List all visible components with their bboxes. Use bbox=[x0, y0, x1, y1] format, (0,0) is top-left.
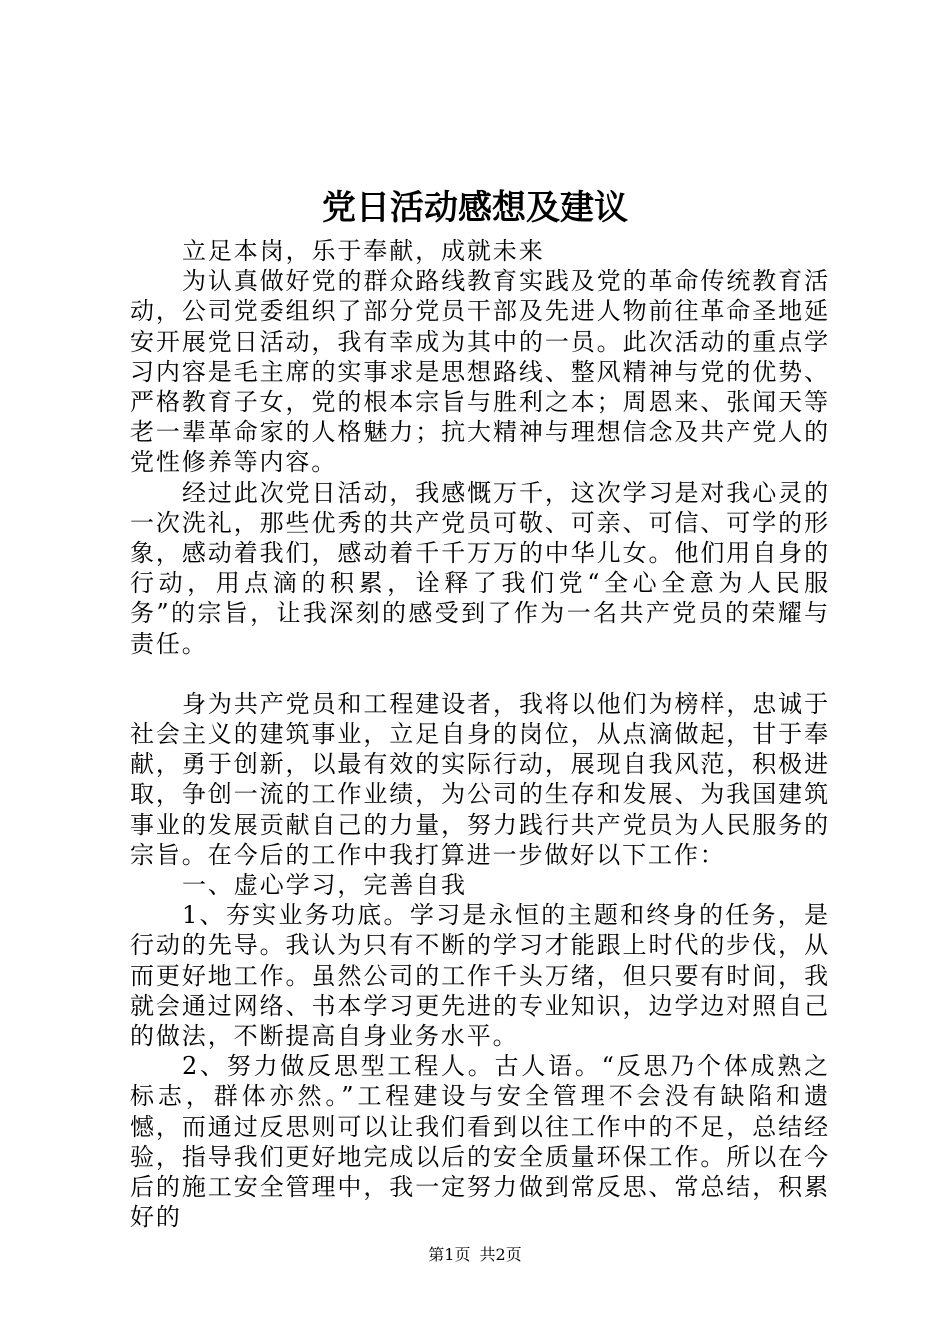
page-number: 第1页 bbox=[428, 1245, 471, 1264]
paragraph: 为认真做好党的群众路线教育实践及党的革命传统教育活动，公司党委组织了部分党员干部及先进人物前往革命圣地延安开展党日活动，我有幸成为其中的一员。此次活动的重点学习内容是毛主席的实事求是思想路线、整风精神与党的优势、严格教育子女，党的根本宗旨与胜利之本；周恩来、张闻天等老一辈革命家的人格魅力；抗大精神与理想信念及共产党人的党性修养等内容。 bbox=[130, 267, 830, 477]
paragraph: 2、努力做反思型工程人。古人语。“反思乃个体成熟之标志，群体亦然。”工程建设与安全管理不会没有缺陷和遗憾，而通过反思则可以让我们看到以往工作中的不足，总结经验，指导我们更好地完成以后的安全质量环保工作。所以在今后的施工安全管理中，我一定努力做到常反思、常总结，积累好的 bbox=[130, 1052, 830, 1232]
page-total: 共2页 bbox=[479, 1245, 522, 1264]
section-heading: 一、虚心学习，完善自我 bbox=[182, 871, 467, 900]
paragraph: 经过此次党日活动，我感慨万千，这次学习是对我心灵的一次洗礼，那些优秀的共产党员可敬、可亲、可信、可学的形象，感动着我们，感动着千千万万的中华儿女。他们用自身的行动，用点滴的积累，诠释了我们党“全心全意为人民服务”的宗旨，让我深刻的感受到了作为一名共产党员的荣耀与责任。 bbox=[130, 478, 830, 658]
document-title: 党日活动感想及建议 bbox=[322, 188, 628, 228]
document-body bbox=[130, 236, 830, 1233]
page-footer bbox=[0, 1244, 950, 1266]
paragraph: 身为共产党员和工程建设者，我将以他们为榜样，忠诚于社会主义的建筑事业，立足自身的岗位，从点滴做起，甘于奉献，勇于创新，以最有效的实际行动，展现自我风范，积极进取，争创一流的工作业绩，为公司的生存和发展、为我国建筑事业的发展贡献自己的力量，努力践行共产党员为人民服务的宗旨。在今后的工作中我打算进一步做好以下工作： bbox=[130, 689, 830, 869]
paragraph-subtitle: 立足本岗，乐于奉献，成就未来 bbox=[182, 237, 545, 265]
paragraph: 1、夯实业务功底。学习是永恒的主题和终身的任务，是行动的先导。我认为只有不断的学习才能跟上时代的步伐，从而更好地工作。虽然公司的工作千头万绪，但只要有时间，我就会通过网络、书本学习更先进的专业知识，边学边对照自己的做法，不断提高自身业务水平。 bbox=[130, 901, 830, 1051]
